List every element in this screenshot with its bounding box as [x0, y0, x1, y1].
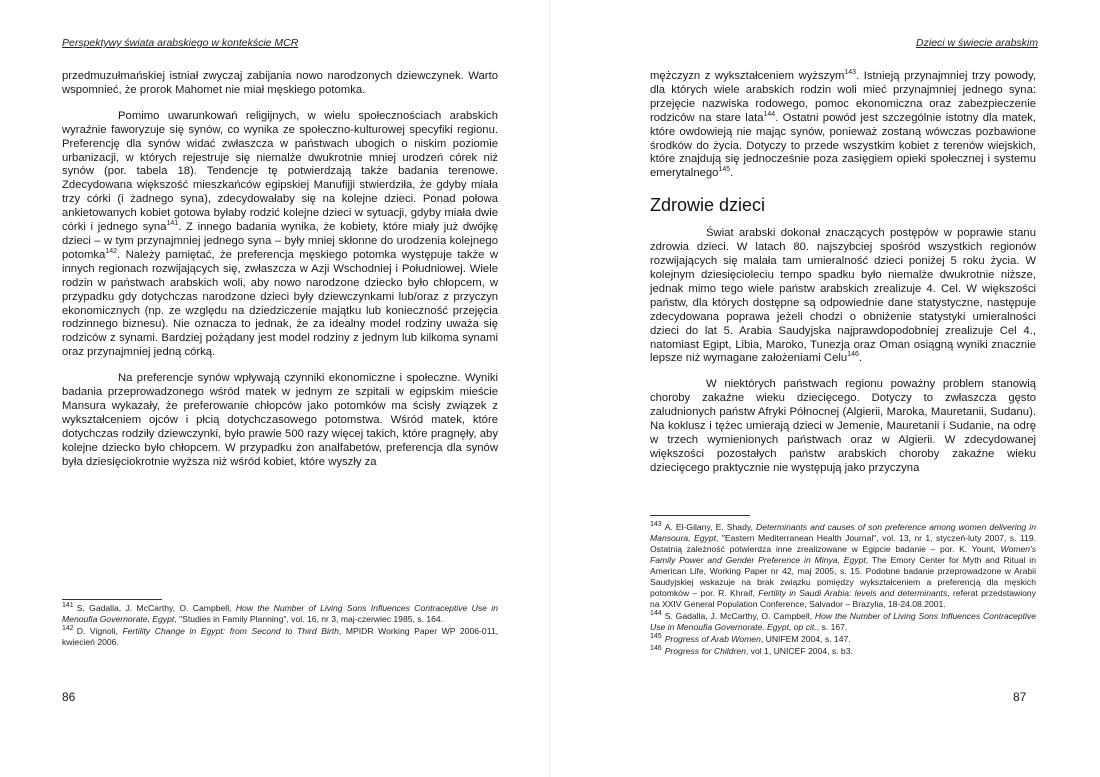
footnote: $^{144}$ S. Gadalla, J. McCarthy, O. Campbell, How the Number of Living Sons Influences Contraceptive Use in Menoufia Governorate, Egypt, op cit., s. 167.	[650, 610, 1036, 632]
paragraph: W niektórych państwach regionu poważny problem stanowią choroby zakaźne wieku dziecięcego. Dotyczy to zwłaszcza gęsto zaludnionych państw Afryki Północnej (Algierii, Maroka, Mauretanii, Sudanu). Na koklusz i tężec umierają dzieci w Jemenie, Mauretanii i Sudanie, na odrę w trzech wymienionych państwach oraz w Algierii. W zdecydowanej większości pozostałych państw arabskich choroby zakaźne wieku dziecięcego praktycznie nie występują jako przyczyna	[650, 378, 1036, 474]
footnote: $^{141}$ S. Gadalla, J. McCarthy, O. Campbell, How the Number of Living Sons Influences Contraceptive Use in Menoufia Governorate, Egypt, "Studies in Family Planning", vol. 16, nr 3, maj-czerwiec 1985, s. 164.	[62, 602, 498, 624]
page-number-left: 86	[62, 690, 76, 704]
footnote: $^{142}$ D. Vignoli, Fertility Change in Egypt: from Second to Third Birth, MPIDR Working Paper WP 2006-011, kwiecień 2006.	[62, 625, 498, 647]
footnote-separator	[650, 515, 750, 516]
page-number-right: 87	[1013, 690, 1027, 704]
paragraph: mężczyzn z wykształceniem wyższym$^{143}$. Istnieją przynajmniej trzy powody, dla których wiele arabskich rodzin woli mieć przynajmniej jednego syna: przejęcie nazwiska rodowego, pomoc ekonomiczna oraz zabezpieczenie rodziców na stare lata$^{144}$. Ostatni powód jest szczególnie istotny dla matek, które owdowieją nie mając synów, ponieważ zostaną wówczas pozbawione środków do życia. Dotyczy to przede wszystkim kobiet z terenów wiejskich, które znajdują się jednocześnie poza zasięgiem opieki społecznej i systemu emerytalnego$^{145}$.	[650, 69, 1037, 180]
footnote-ref[interactable]: 145	[718, 166, 731, 174]
footnote-ref[interactable]: 142	[105, 248, 118, 256]
paragraph: Świat arabski dokonał znaczących postępów w poprawie stanu zdrowia dzieci. W latach 80. najszybciej spośród wszystkich regionów rozwijających się malała tam umieralność dzieci poniżej 5 roku życia. W kolejnym dziesięcioleciu tempo spadku było niemalże dwukrotnie niższe, jednak mimo tego wiele państw arabskich zrealizuje 4. Cel. W większości państw, dla których dostępne są odpowiednie dane statystyczne, następuje zdecydowana poprawa jeżeli chodzi o obniżenie statystyki umieralności dzieci do lat 5. Arabia Saudyjska najprawdopodobniej zrealizuje Cel 4., natomiast Egipt, Libia, Maroko, Tunezja oraz Oman osiągną wyniki znacznie lepsze niż wymagane założeniami Celu$^{146}$.	[650, 227, 1036, 365]
left-page-body	[62, 70, 498, 469]
paragraph: przedmuzułmańskiej istniał zwyczaj zabijania nowo narodzonych dziewczynek. Warto wspomnieć, że prorok Mahomet nie miał męskiego potomka.	[62, 70, 498, 96]
footnote: $^{146}$ Progress for Children, vol 1, UNICEF 2004, s. b3.	[650, 645, 853, 656]
running-header-right: Dzieci w świecie arabskim	[916, 37, 1038, 49]
footnote: $^{143}$ A. El-Gilany, E. Shady, Determinants and causes of son preference among women delivering in Mansoura, Egypt, "Eastern Mediterranean Health Journal", vol. 13, nr 1, styczeń-luty 2007, s. 119. Ostatnią zależność potwierdza inne zrealizowane w Egipcie badanie – por. K. Yount, Women's Family Power and Gender Preference in Minya, Egypt, The Emory Center for Myth and Ritual in American Life, Working Paper nr 42, maj 2005, s. 15. Podobne badanie przeprowadzone w Arabii Saudyjskiej wskazuje na brak związku pomiędzy wykształceniem a preferencją dla męskich potomków – por. R. Khraif, Fertility in Saudi Arabia: levels and determinants, referat przedstawiony na XXIV General Population Conference, Salvador – Brazylia, 18-24.08.2001.	[650, 521, 1036, 609]
section-heading: Zdrowie dzieci	[650, 195, 766, 216]
running-header-left: Perspektywy świata arabskiego w kontekście MCR	[62, 37, 299, 49]
footnotes-left	[62, 603, 498, 649]
footnotes-right	[650, 522, 1036, 658]
right-page-body	[650, 70, 1036, 476]
footnote-ref[interactable]: 143	[844, 69, 857, 77]
footnote-ref[interactable]: 144	[763, 110, 776, 118]
paragraph: Pomimo uwarunkowań religijnych, w wielu społecznościach arabskich wyraźnie faworyzuje się synów, co wynika ze społeczno-kulturowej specyfiki regionu. Preferencję dla synów widać zwłaszcza w państwach ubogich o niskim poziomie urbanizacji, w których rejestruje się niemalże dwukrotnie mniej urodzeń córek niż synów (por. tabela 18). Tendencje tę potwierdzają także badania terenowe. Zdecydowana większość mieszkańców egipskiej Manufijji stwierdziła, że gdyby miała trzy córki (i żadnego syna), zdecydowałaby się na kolejne dzieci. Ponad połowa ankietowanych kobiet gotowa byłaby rodzić kolejne dzieci w sytuacji, gdyby miała dwie córki i jednego syna$^{141}$. Z innego badania wynika, że kobiety, które miały już dwójkę dzieci – w tym przynajmniej jednego syna – były mniej skłonne do urodzenia kolejnego potomka$^{142}$. Należy pamiętać, że preferencja męskiego potomka występuje także w innych regionach rozwijających się, zwłaszcza w Azji Wschodniej i Południowej. Wiele rodzin w państwach arabskich woli, aby nowo narodzone dziecko było chłopcem, w przypadku gdy dotychczas narodzone dzieci były dziewczynkami lub/oraz z przyczyn ekonomicznych (np. ze względu na dziedziczenie majątku lub konieczność przejęcia rodzinnego biznesu). Nie oznacza to jednak, że za idealny model rodziny uważa się rodziców z synami. Bardziej pożądany jest model rodziny z jednym lub kilkoma synami oraz przynajmniej jedną córką.	[62, 109, 498, 359]
footnote-ref[interactable]: 141	[166, 220, 179, 228]
footnote-ref[interactable]: 146	[847, 351, 859, 359]
footnote-separator	[62, 599, 162, 600]
footnote: $^{145}$ Progress of Arab Women, UNIFEM 2004, s. 147.	[650, 633, 851, 644]
paragraph: Na preferencje synów wpływają czynniki ekonomiczne i społeczne. Wyniki badania przeprowadzonego wśród matek w jednym ze szpitali w egipskim mieście Mansura wykazały, że preferowanie chłopców jako potomków ma ścisły związek z wykształceniem ojców i płcią dotychczasowego potomstwa. Wśród matek, które dotychczas rodziły dziewczynki, było prawie 500 razy więcej takich, które pragnęły, aby kolejne dziecko było chłopcem. W przypadku żon analfabetów, preferencja dla synów była dziesięciokrotnie wyższa niż wśród kobiet, które wyszły za	[62, 372, 498, 468]
